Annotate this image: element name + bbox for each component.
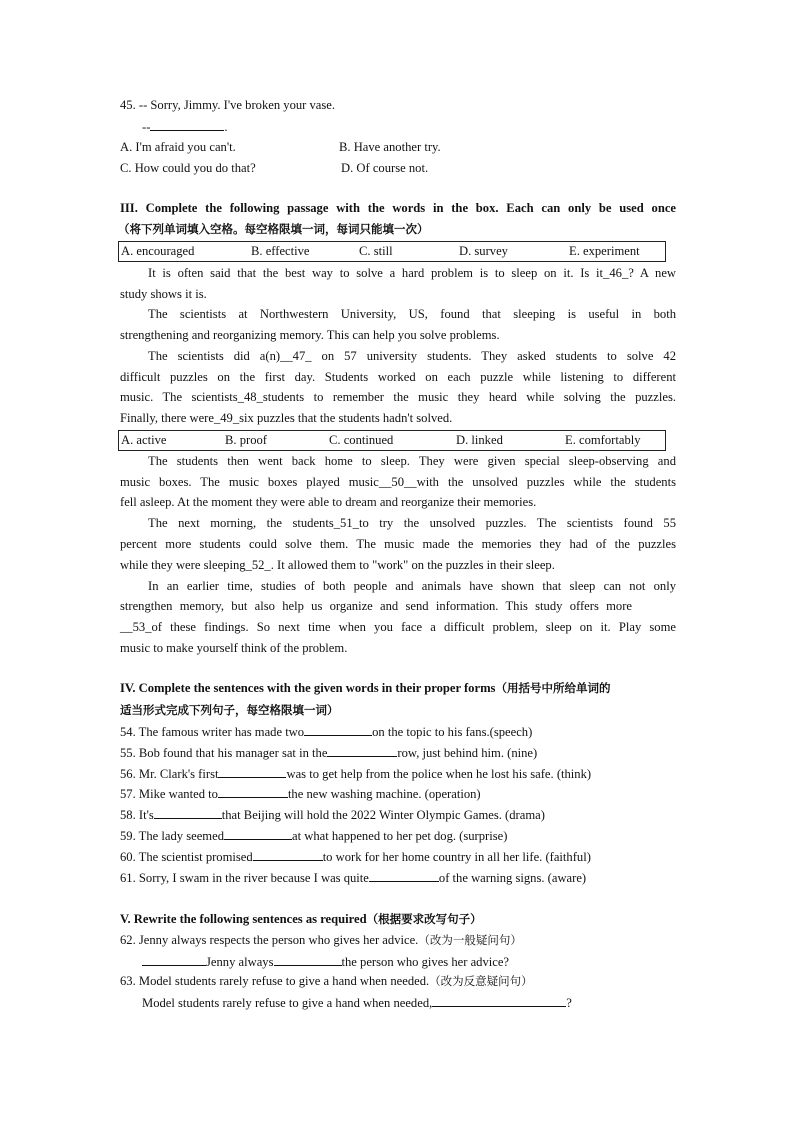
q45-option-d: D. Of course not. [341, 161, 429, 175]
q45-stem: 45. -- Sorry, Jimmy. I've broken your vase. [120, 98, 336, 112]
passage-line: The scientists at Northwestern University, US, found that sleeping is useful in both [148, 307, 676, 321]
item-text: 56. Mr. Clark's first [120, 767, 219, 781]
q45-option-b: B. Have another try. [339, 140, 441, 154]
q62-answer-line [142, 953, 509, 971]
passage-line: In an earlier time, studies of both people and animals have shown that sleep can not only [148, 579, 676, 593]
passage-line: __53_of these findings. So next time when you face a difficult problem, sleep on it. Play some [120, 620, 676, 634]
item-text: row, just behind him. (nine) [397, 746, 538, 760]
sentence-item [120, 806, 545, 824]
passage-line: music boxes. The music boxes played music__50__with the unsolved puzzles while the students [120, 475, 676, 489]
box2-word-d: D. linked [456, 433, 503, 447]
passage-line: music. The scientists_48_students to remember the music they heard while solving the puzzles. [120, 390, 676, 404]
q45-option-a: A. I'm afraid you can't. [120, 140, 236, 154]
q63-answer-text: Model students rarely refuse to give a hand when needed, [142, 996, 433, 1010]
q63-instruction: （改为反意疑问句） [429, 974, 533, 988]
sentence-item [120, 744, 537, 762]
answer-blank[interactable] [253, 848, 323, 861]
box2-word-b: B. proof [225, 433, 267, 447]
item-text: 60. The scientist promised [120, 850, 253, 864]
q62-stem [120, 932, 522, 949]
passage-line: The students then went back home to sleep. They were given special sleep-observing and [148, 454, 676, 468]
box1-word-a: A. encouraged [121, 244, 195, 258]
item-text: on the topic to his fans.(speech) [372, 725, 533, 739]
q63-answer-line [142, 994, 572, 1012]
passage-line: while they were sleeping_52_. It allowed them to "work" on the puzzles in their sleep. [120, 558, 555, 572]
q45-reply-end: . [224, 120, 228, 134]
section5-heading [120, 911, 482, 928]
answer-blank[interactable] [224, 827, 292, 840]
item-text: at what happened to her pet dog. (surprise) [292, 829, 508, 843]
answer-blank[interactable] [154, 806, 222, 819]
box1-word-b: B. effective [251, 244, 310, 258]
passage-line: difficult puzzles on the first day. Students worked on each puzzle while listening to different [120, 370, 676, 384]
section3-title: III. Complete the following passage with the words in the box. Each can only be used once [120, 201, 676, 215]
word-box-1 [118, 241, 666, 262]
word-box-2 [118, 430, 666, 451]
answer-blank[interactable] [432, 994, 566, 1007]
item-text: the new washing machine. (operation) [287, 787, 481, 801]
box1-word-e: E. experiment [569, 244, 640, 258]
section3-instruction: （将下列单词填入空格。每空格限填一词，每词只能填一次） [118, 222, 429, 236]
sentence-item [120, 869, 586, 887]
q45-reply-dash: -- [142, 120, 151, 134]
passage-line: strengthening and reorganizing memory. This can help you solve problems. [120, 328, 500, 342]
passage-line: The next morning, the students_51_to try the unsolved puzzles. The scientists found 55 [148, 516, 676, 530]
item-text: that Beijing will hold the 2022 Winter Olympic Games. (drama) [221, 808, 545, 822]
sentence-item [120, 723, 532, 741]
sentence-item [120, 827, 507, 845]
section4-title: IV. Complete the sentences with the given words in their proper forms [120, 681, 496, 695]
answer-blank[interactable] [327, 744, 397, 757]
item-text: to work for her home country in all her life. (faithful) [322, 850, 591, 864]
passage-line: Finally, there were_49_six puzzles that the students hadn't solved. [120, 411, 453, 425]
section4-heading [120, 680, 610, 697]
box2-word-e: E. comfortably [565, 433, 641, 447]
item-text: of the warning signs. (aware) [438, 871, 587, 885]
item-text: 57. Mike wanted to [120, 787, 218, 801]
q62-text: 62. Jenny always respects the person who gives her advice. [120, 933, 419, 947]
q45-reply [142, 118, 228, 136]
passage-line: percent more students could solve them. The music made the memories they had of the puzzles [120, 537, 676, 551]
section4-instruction-1: （用括号中所给单词的 [495, 681, 611, 695]
passage-line: study shows it is. [120, 287, 207, 301]
answer-blank[interactable] [369, 869, 439, 882]
q45-option-c: C. How could you do that? [120, 161, 256, 175]
item-text: 59. The lady seemed [120, 829, 224, 843]
passage-line: It is often said that the best way to solve a hard problem is to sleep on it. Is it_46_? A new [148, 266, 676, 280]
answer-blank[interactable] [218, 765, 286, 778]
item-text: 54. The famous writer has made two [120, 725, 305, 739]
item-text: was to get help from the police when he lost his safe. (think) [286, 767, 592, 781]
sentence-item [120, 848, 591, 866]
answer-blank[interactable] [218, 785, 288, 798]
answer-blank[interactable] [304, 723, 372, 736]
box1-word-d: D. survey [459, 244, 508, 258]
box2-word-a: A. active [121, 433, 167, 447]
item-text: 61. Sorry, I swam in the river because I was quite [120, 871, 369, 885]
sentence-item [120, 785, 481, 803]
q62-instruction: （改为一般疑问句） [418, 933, 522, 947]
item-text: 58. It's [120, 808, 154, 822]
passage-line: fell asleep. At the moment they were able to dream and reorganize their memories. [120, 495, 537, 509]
item-text: 55. Bob found that his manager sat in the [120, 746, 328, 760]
section5-instruction: （根据要求改写句子） [366, 912, 482, 926]
sentence-item [120, 765, 591, 783]
passage-line: strengthen memory, but also help us organize and send information. This study offers more [120, 599, 632, 613]
section4-instruction-2: 适当形式完成下列句子，每空格限填一词） [120, 703, 339, 717]
q45-blank[interactable] [150, 118, 224, 131]
box2-word-c: C. continued [329, 433, 394, 447]
answer-blank[interactable] [274, 953, 342, 966]
section5-title: V. Rewrite the following sentences as required [120, 912, 367, 926]
passage-line: music to make yourself think of the problem. [120, 641, 348, 655]
q62-answer-text: Jenny always [206, 955, 274, 969]
q63-answer-end: ? [566, 996, 572, 1010]
passage-line: The scientists did a(n)__47_ on 57 university students. They asked students to solve 42 [148, 349, 676, 363]
q62-answer-text: the person who gives her advice? [341, 955, 510, 969]
q63-text: 63. Model students rarely refuse to give a hand when needed. [120, 974, 430, 988]
answer-blank[interactable] [142, 953, 206, 966]
q63-stem [120, 973, 533, 990]
box1-word-c: C. still [359, 244, 393, 258]
